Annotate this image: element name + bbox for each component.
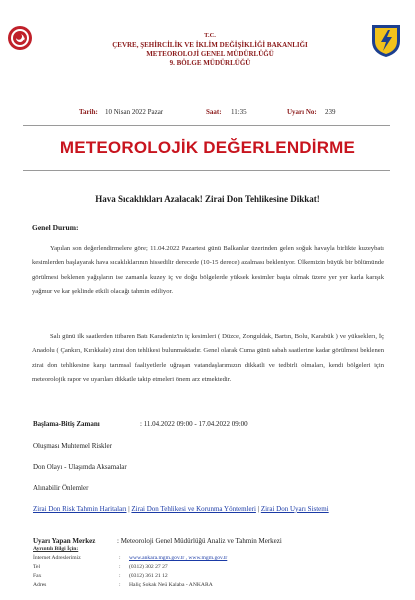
date-value: 10 Nisan 2022 Pazar [105,108,164,116]
meteorology-logo-icon [370,23,402,59]
contact-label: Adres [33,582,47,588]
contact-colon: : [119,582,121,588]
date-label: Tarih: [79,108,98,116]
time-label: Saat: [206,108,222,116]
contact-row [33,573,363,582]
general-paragraph-2: Salı günü ilk saatlerden itibaren Batı Karadeniz'in iç kesimleri ( Düzce, Zonguldak, Bartın, Bolu, Karabük ) ve yükseklerı, İç Anadolu ( Çankırı, Kırıkkale) zirai don tehlikesi bulunmaktadır. Genel olarak Cuma günü sabah saatlerine kadar görülmesi beklenen zirai don tehlikesine karşı tarımsal faaliyetlerle uğraşan vatandaşlarımızın dikkatli ve tedbirli olmaları, kendi bölgeleri için meteorolojik rapor ve uyarıları dikkatle takip etmeleri önem arz etmektedir. [32,333,384,384]
general-heading: Genel Durum: [32,223,79,232]
ministry-emblem-icon [6,24,34,52]
warning-headline: Hava Sıcaklıkları Azalacak! Zirai Don Tehlikesine Dikkat! [95,194,320,204]
contact-row [33,555,363,564]
risks-heading: Oluşması Muhtemel Riskler [33,442,112,450]
link-warning-system[interactable]: Zirai Don Uyarı Sistemi [260,505,329,513]
contact-row [33,582,363,591]
resource-links [33,504,383,514]
warning-no-label: Uyarı No: [287,108,317,116]
phone-value: (0312) 302 27 27 [129,564,168,570]
divider-title [23,170,390,171]
general-paragraph-1: Yapılan son değerlendirmelere göre; 11.04.2022 Pazartesi günü Balkanlar üzerinden gelen soğuk havayla birlikte kuzeybatı kesimlerden başlayarak hava sıcaklıklarının hissedilir derecede (10-15 derece) azalması bekleniyor. Ülkemizin büyük bir bölümünde görülmesi beklenen yağışların ise zamanla kuzey iç ve doğu bölgelerde yüksek kesimler başta olmak üzere yer yer karla karışık yağmur ve kar şeklinde etkili olacağı tahmin ediliyor. [32,245,384,296]
warning-no-value: 239 [325,108,336,116]
contact-colon: : [119,573,121,579]
time-range-label: Başlama-Bitiş Zamanı [33,420,100,428]
link-separator: | [255,505,261,513]
page-title: METEOROLOJİK DEĞERLENDİRME [59,138,356,157]
measures-heading: Alınabilir Önlemler [33,484,89,492]
header-tc: T.C. [204,32,216,39]
time-range-row [33,420,100,428]
issuer-row [33,537,95,545]
contact-block [33,546,363,594]
contact-heading: Ayrıntılı Bilgi İçin: [33,546,79,552]
divider-top [23,125,390,126]
website-link[interactable]: www.ankara.mgm.gov.tr , www.mgm.gov.tr [129,555,228,561]
issuer-value: : Meteoroloji Genel Müdürlüğü Analiz ve Tahmin Merkezi [117,537,282,545]
contact-colon: : [119,555,121,561]
document-meta [0,108,415,120]
contact-label: İnternet Adreslerimiz [33,555,81,561]
fax-value: (0312) 361 21 12 [129,573,168,579]
link-protection-methods[interactable]: Zirai Don Tehlikesi ve Korunma Yöntemleri [131,505,256,513]
hazard-text: Don Olayı - Ulaşımda Aksamalar [33,463,127,471]
address-value: Haliç Sokak Neü Kalaba - ANKARA [129,582,213,588]
time-value: 11:35 [231,108,247,116]
contact-label: Fax [33,573,42,579]
header-ministry: ÇEVRE, ŞEHİRCİLİK VE İKLİM DEĞİŞİKLİĞİ BAKANLIĞI [112,41,308,49]
contact-label: Tel [33,564,41,570]
link-risk-maps[interactable]: Zirai Don Risk Tahmin Haritaları [33,505,127,513]
time-range-value: : 11.04.2022 09:00 - 17.04.2022 09:00 [140,420,248,428]
header-directorate: METEOROLOJİ GENEL MÜDÜRLÜĞÜ [146,50,274,58]
issuer-label: Uyarı Yapan Merkez [33,537,96,545]
contact-colon: : [119,564,121,570]
letterhead [0,20,415,80]
contact-row [33,564,363,573]
link-separator: | [126,505,132,513]
header-region: 9. BÖLGE MÜDÜRLÜĞÜ [169,59,251,67]
